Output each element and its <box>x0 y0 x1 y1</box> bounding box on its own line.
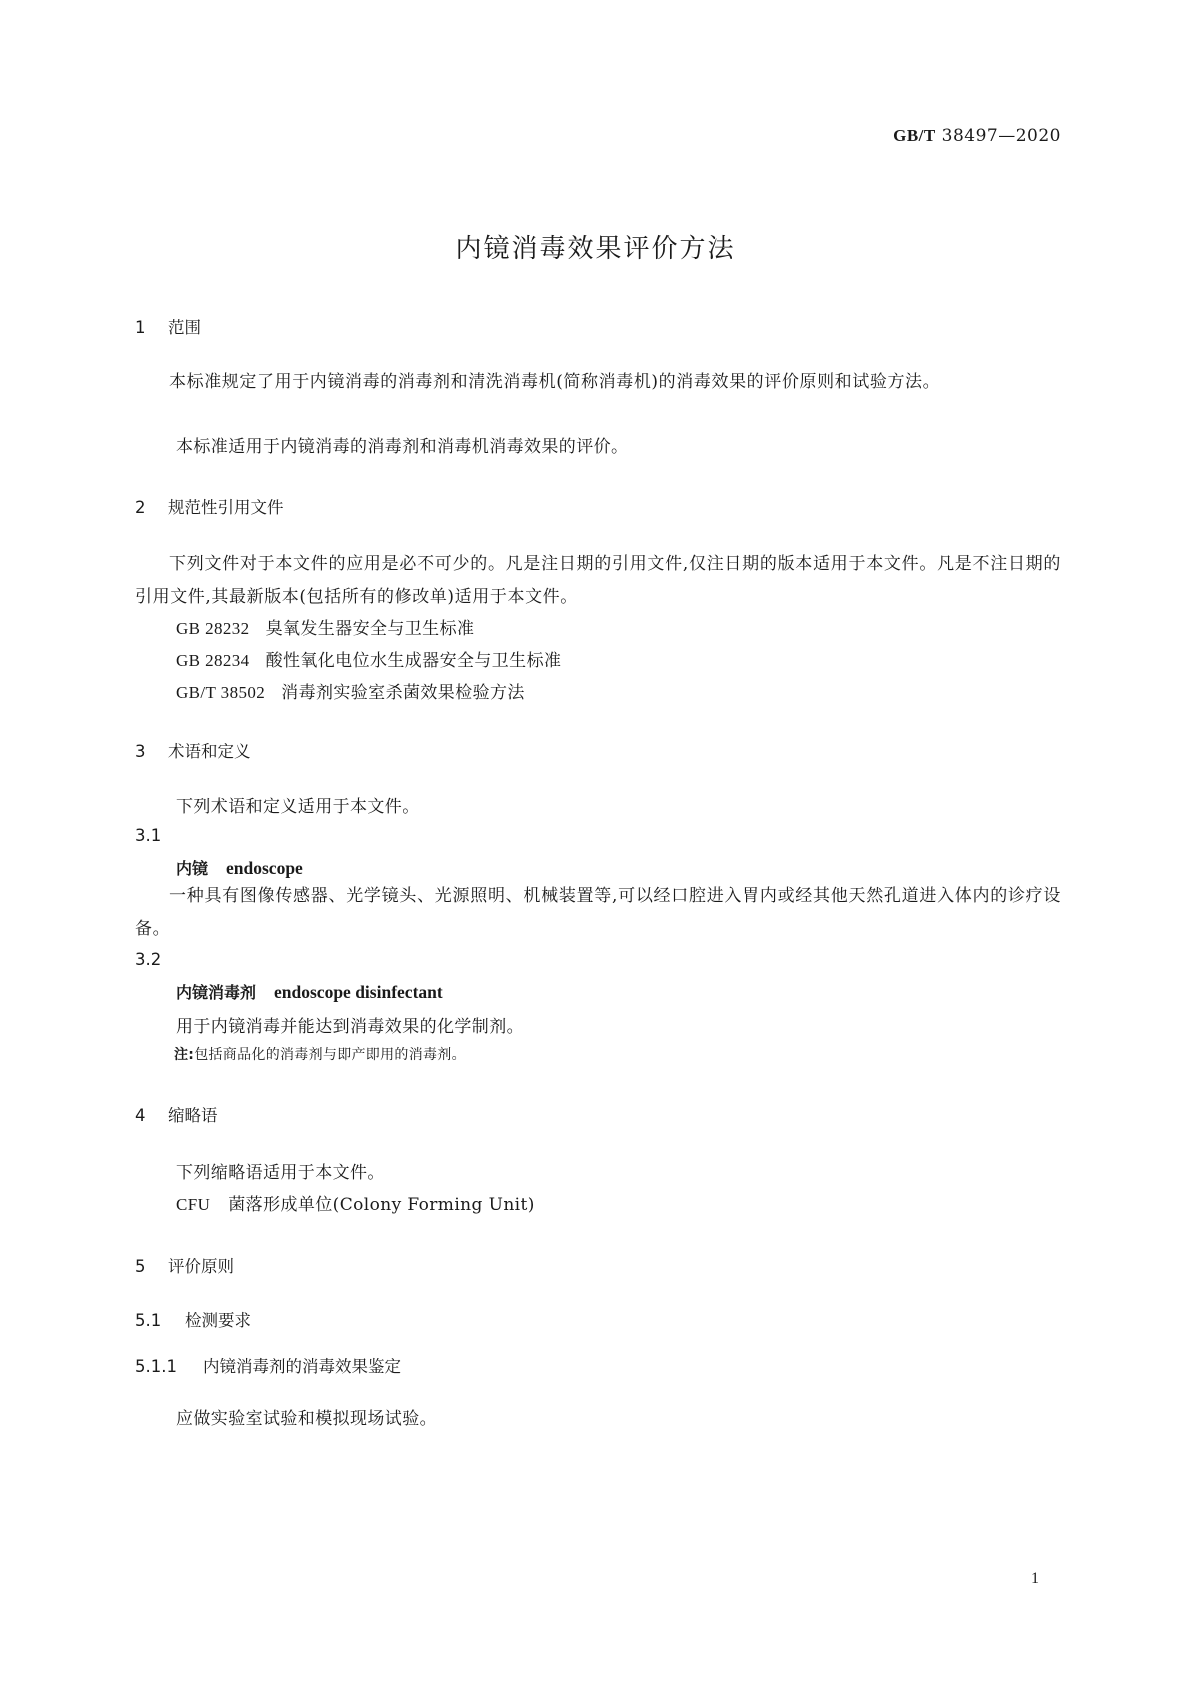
section-3-heading <box>135 738 251 762</box>
reference-item <box>176 614 474 639</box>
section-1-paragraph-2: 本标准适用于内镜消毒的消毒剂和消毒机消毒效果的评价。 <box>176 437 629 457</box>
section-title: 缩略语 <box>168 1106 218 1125</box>
subsection-5-1-1-heading <box>135 1353 401 1377</box>
reference-item <box>176 646 561 671</box>
section-title: 术语和定义 <box>168 742 251 761</box>
note-text: 包括商品化的消毒剂与即产即用的消毒剂。 <box>194 1047 466 1063</box>
section-4-heading <box>135 1102 218 1126</box>
term-number: 3.1 <box>135 826 162 845</box>
document-title: 内镜消毒效果评价方法 <box>455 234 736 264</box>
section-number: 5 <box>135 1257 146 1276</box>
abbreviation-item <box>176 1190 535 1215</box>
term-en: endoscope <box>226 858 303 878</box>
section-number: 5.1 <box>135 1311 162 1330</box>
standard-number <box>893 126 1061 146</box>
term-definition: 用于内镜消毒并能达到消毒效果的化学制剂。 <box>176 1017 524 1037</box>
section-number: 1 <box>135 318 146 337</box>
section-title: 内镜消毒剂的消毒效果鉴定 <box>203 1357 401 1376</box>
section-5-heading <box>135 1253 234 1277</box>
section-number: 2 <box>135 498 146 517</box>
subsection-5-1-heading <box>135 1307 251 1331</box>
section-title: 检测要求 <box>185 1311 251 1330</box>
reference-title: 酸性氧化电位水生成器安全与卫生标准 <box>265 651 562 671</box>
abbreviation-definition: 菌落形成单位(Colony Forming Unit) <box>228 1195 535 1215</box>
section-1-paragraph-1: 本标准规定了用于内镜消毒的消毒剂和清洗消毒机(简称消毒机)的消毒效果的评价原则和试验方法。 <box>169 372 941 392</box>
section-number: 3 <box>135 742 146 761</box>
term-zh: 内镜消毒剂 <box>176 983 257 1002</box>
standard-prefix: GB/T <box>893 126 936 145</box>
reference-code: GB/T 38502 <box>176 683 266 702</box>
abbreviation-code: CFU <box>176 1195 211 1214</box>
section-title: 范围 <box>168 318 201 337</box>
reference-title: 消毒剂实验室杀菌效果检验方法 <box>281 683 525 703</box>
page-number: 1 <box>1031 1570 1039 1587</box>
standard-code: 38497—2020 <box>941 126 1061 146</box>
section-2-heading <box>135 494 284 518</box>
term-zh: 内镜 <box>176 859 209 878</box>
term-heading <box>176 856 303 879</box>
reference-code: GB 28232 <box>176 619 250 638</box>
reference-title: 臭氧发生器安全与卫生标准 <box>265 619 475 639</box>
term-number: 3.2 <box>135 950 162 969</box>
section-2-paragraph-1: 下列文件对于本文件的应用是必不可少的。凡是注日期的引用文件,仅注日期的版本适用于本文件。凡是不注日期的引用文件,其最新版本(包括所有的修改单)适用于本文件。 <box>135 554 1061 607</box>
section-title: 评价原则 <box>168 1257 234 1276</box>
section-3-intro: 下列术语和定义适用于本文件。 <box>176 797 420 817</box>
note-label: 注: <box>174 1047 195 1063</box>
subsection-5-1-1-paragraph: 应做实验室试验和模拟现场试验。 <box>176 1409 437 1429</box>
term-heading <box>176 980 443 1003</box>
section-title: 规范性引用文件 <box>168 498 284 517</box>
term-note <box>174 1044 466 1064</box>
section-1-heading <box>135 314 201 338</box>
section-4-intro: 下列缩略语适用于本文件。 <box>176 1163 385 1183</box>
reference-item <box>176 678 525 703</box>
term-en: endoscope disinfectant <box>274 982 443 1002</box>
reference-code: GB 28234 <box>176 651 250 670</box>
section-number: 5.1.1 <box>135 1357 177 1376</box>
term-definition: 一种具有图像传感器、光学镜头、光源照明、机械装置等,可以经口腔进入胃内或经其他天然孔道进入体内的诊疗设备。 <box>135 886 1061 939</box>
section-number: 4 <box>135 1106 146 1125</box>
